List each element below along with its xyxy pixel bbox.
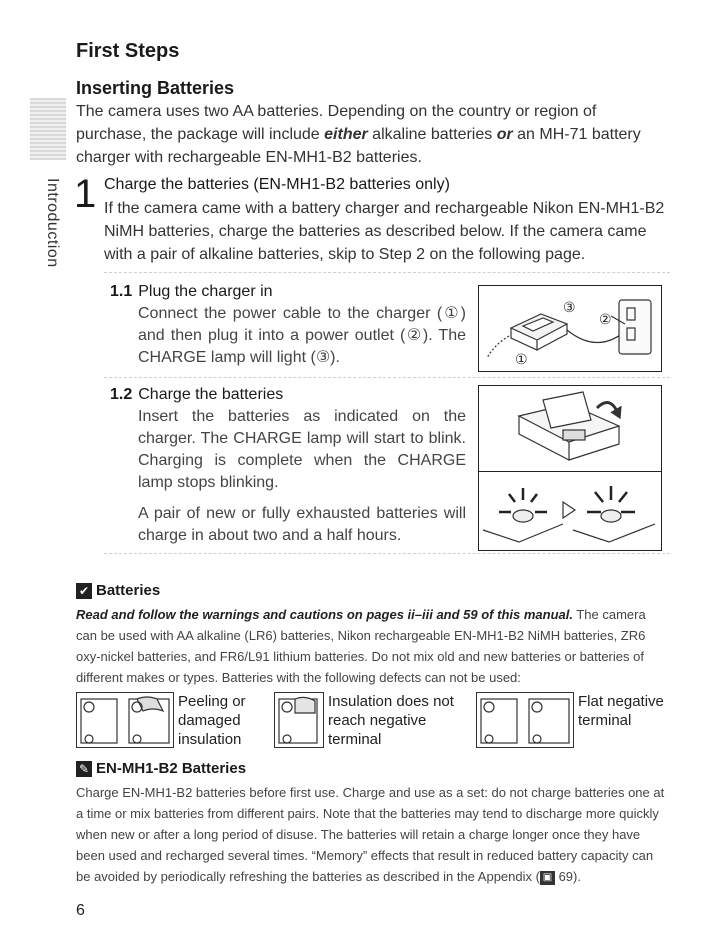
- battery-insert-illustration: [478, 385, 662, 473]
- substep-number: 1.2: [110, 386, 133, 403]
- battery-drawing: [477, 693, 573, 747]
- substep-title: Plug the charger in: [138, 283, 273, 300]
- substep-number: 1.1: [110, 283, 133, 300]
- defect-flat-terminal: [476, 692, 678, 748]
- chapter-title: First Steps: [76, 40, 180, 62]
- intro-or: or: [496, 126, 513, 143]
- substep-1-2-note: A pair of new or fully exhausted batteries will charge in about two and a half hours.: [138, 505, 466, 544]
- batteries-note-title: Batteries: [96, 582, 161, 599]
- substep-1-1-body: Connect the power cable to the charger (①) and then plug it into a power outlet (②). The CHARGE lamp will light (③).: [138, 305, 466, 366]
- enmh-note-heading: [76, 760, 246, 777]
- substep-1-2-body: Insert the batteries as indicated on the charger. The CHARGE lamp will start to blink. Charging is complete when the CHARGE lamp stops blinking.: [138, 408, 466, 491]
- defect-label: Insulation does not reach negative terminal: [328, 693, 454, 748]
- enmh-note-title: EN-MH1-B2 Batteries: [96, 760, 247, 777]
- caution-check-icon: ✔: [76, 583, 92, 599]
- side-tab-label: Introduction: [44, 178, 61, 268]
- battery-drawing: [275, 693, 323, 747]
- battery-defect-illustration: [76, 692, 174, 748]
- pencil-note-icon: ✎: [76, 761, 92, 777]
- divider: [104, 553, 670, 554]
- battery-drawing: [77, 693, 173, 747]
- charge-lamp-drawing: [479, 472, 661, 550]
- enmh-note-body: [76, 782, 670, 887]
- batteries-note-warning: Read and follow the warnings and cautions on pages ii–iii and 59 of this manual.: [76, 607, 573, 622]
- page-number: 6: [76, 902, 85, 919]
- intro-text-2: alkaline batteries: [367, 126, 497, 143]
- enmh-note-tail: ).: [573, 869, 581, 884]
- intro-text-3: an MH-71 battery charger with rechargeable EN-MH1-B2 batteries.: [76, 126, 641, 166]
- substep-title: Charge the batteries: [138, 386, 284, 403]
- defect-label: Peeling or damaged insulation: [178, 693, 246, 748]
- step-body: If the camera came with a battery charger and rechargeable Nikon EN-MH1-B2 NiMH batteries, charge the batteries as described below. If the camera came with a pair of alkaline batteries, skip to Step 2 on the following page.: [104, 200, 665, 263]
- intro-either: either: [324, 126, 368, 143]
- battery-insert-drawing: [479, 386, 661, 472]
- batteries-note-heading: [76, 582, 160, 599]
- section-title: Inserting Batteries: [76, 78, 235, 98]
- appendix-ref-icon: ▣: [540, 871, 555, 885]
- intro-paragraph: [76, 100, 666, 169]
- substep-1-1-heading: [110, 283, 273, 301]
- intro-text: The camera uses two AA batteries. Depending on the country or region of purchase, the package will include: [76, 103, 597, 143]
- defect-insulation: [274, 692, 468, 748]
- chapter-tab-marker: [30, 98, 66, 160]
- defect-label: Flat negative terminal: [578, 693, 664, 729]
- appendix-page-ref[interactable]: 69: [558, 869, 574, 884]
- batteries-note-text: The camera can be used with AA alkaline (LR6) batteries, Nikon rechargeable EN-MH1-B2 NiMH batteries, ZR6 oxy-nickel batteries, and FR6/L91 lithium batteries. Do not mix old and new batteries or batteries of different makes or types. Batteries with the following defects can not be used:: [76, 607, 646, 685]
- enmh-note-text: Charge EN-MH1-B2 batteries before first use. Charge and use as a set: do not charge batteries one at a time or mix batteries from different pairs. Note that the batteries may tend to discharge more quickly when new or after a long period of disuse. The batteries will retain a charge longer once they have been used and recharged several times. “Memory” effects that result in reduced battery capacity can be avoided by periodically refreshing the batteries as described in the Appendix (: [76, 785, 665, 884]
- charger-plug-illustration: [478, 285, 662, 372]
- defect-peeling: [76, 692, 260, 748]
- substep-1-2-heading: [110, 386, 283, 404]
- battery-defect-illustration: [274, 692, 324, 748]
- battery-defect-illustration: [476, 692, 574, 748]
- charge-lamp-illustration: [478, 471, 662, 551]
- callout-1: ①: [515, 352, 528, 368]
- step-number: 1: [74, 172, 97, 216]
- divider: [104, 377, 670, 378]
- batteries-note-body: [76, 604, 670, 688]
- divider: [104, 272, 670, 273]
- step-heading: Charge the batteries (EN-MH1-B2 batteries only): [104, 176, 450, 193]
- callout-2: ②: [599, 312, 612, 328]
- callout-3: ③: [563, 300, 576, 316]
- charger-plug-drawing: [479, 286, 661, 371]
